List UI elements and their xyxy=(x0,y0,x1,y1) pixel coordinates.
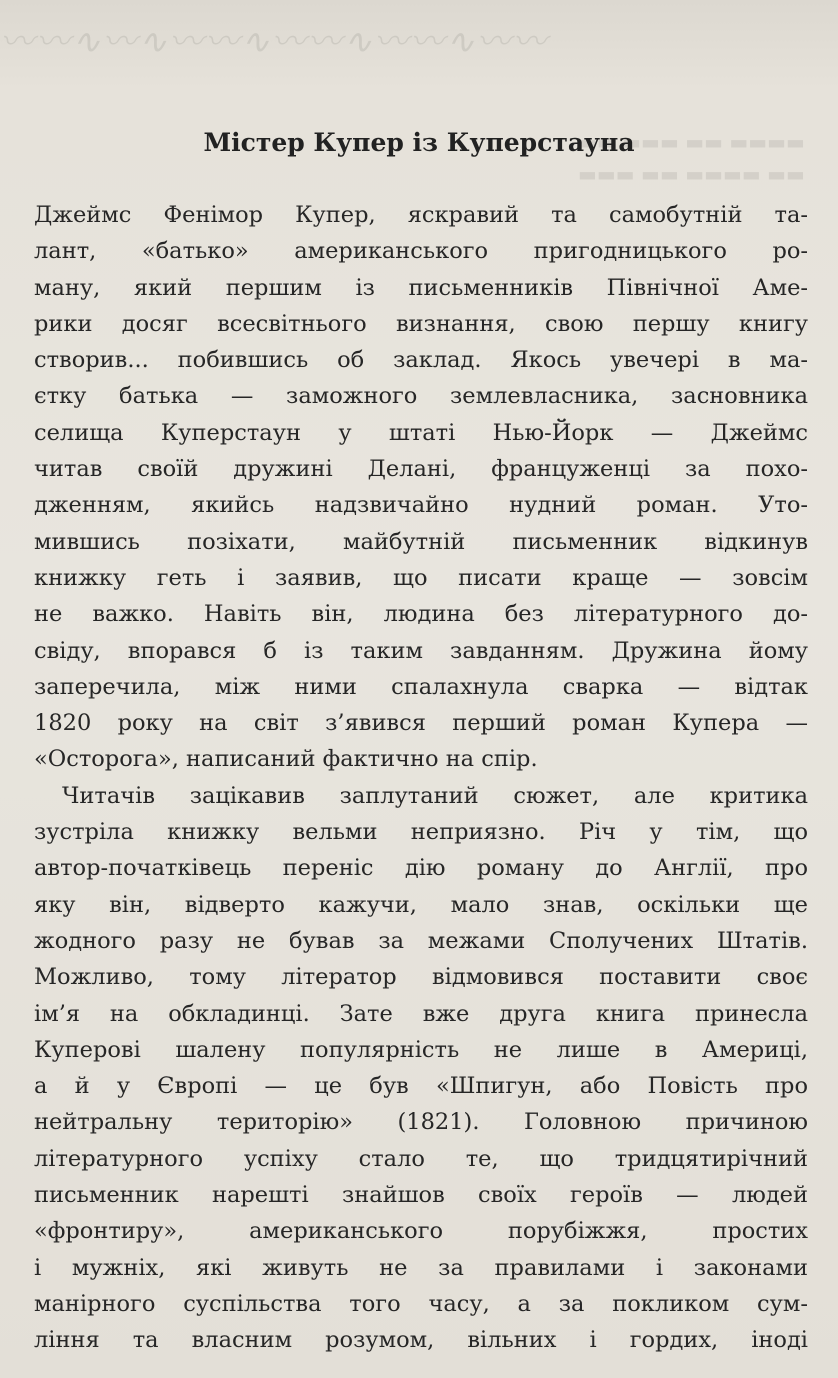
bleed-through-line: ▬▬▬ ▬▬ ▬▬▬▬ ▬▬ xyxy=(578,162,805,186)
text-line: а й у Європі — це був «Шпигун, або Повість про xyxy=(34,1073,808,1100)
text-line: жодного разу не бував за межами Сполучених Штатів. xyxy=(34,927,808,954)
text-line: книжку геть і заявив, що писати краще — зовсім xyxy=(34,564,808,591)
text-line: єтку батька — заможного землевласника, засновника xyxy=(34,383,808,410)
bleed-through-line: ▬▬ ▬▬▬ ▬▬ ▬▬▬▬ xyxy=(578,130,805,154)
text-line: «Осторога», написаний фактично на спір. xyxy=(34,746,538,773)
text-line: письменник нарешті знайшов своїх героїв — людей xyxy=(34,1182,808,1209)
text-line: мившись позіхати, майбутній письменник відкинув xyxy=(34,528,808,555)
text-line: дженням, якийсь надзвичайно нудний роман. Уто- xyxy=(34,492,808,519)
paragraph-2 xyxy=(34,778,808,1359)
bleed-through-scribble: 〰〰∿〰∿〰〰∿〰〰∿〰〰∿〰〰 xyxy=(0,22,549,62)
text-line: свіду, впорався б із таким завданням. Дружина йому xyxy=(34,637,808,664)
text-line: ману, який першим із письменників Північної Аме- xyxy=(34,274,808,301)
text-line: нейтральну територію» (1821). Головною причиною xyxy=(34,1109,808,1136)
text-line: заперечила, між ними спалахнула сварка — відтак xyxy=(34,673,808,700)
text-line: створив... побившись об заклад. Якось увечері в ма- xyxy=(34,347,808,374)
text-line: селища Куперстаун у штаті Нью-Йорк — Джеймс xyxy=(34,419,808,446)
text-line: Можливо, тому літератор відмовився поставити своє xyxy=(34,964,808,991)
text-line: літературного успіху стало те, що тридцятирічний xyxy=(34,1145,808,1172)
text-line: «фронтиру», американського порубіжжя, простих xyxy=(34,1218,808,1245)
text-line: ім’я на обкладинці. Зате вже друга книга принесла xyxy=(34,1000,808,1027)
body-text xyxy=(34,197,808,1359)
text-line: 1820 року на світ з’явився перший роман Купера — xyxy=(34,710,808,737)
text-line: автор-початківець переніс дію роману до Англії, про xyxy=(34,855,808,882)
text-line: Джеймс Фенімор Купер, яскравий та самобутній та- xyxy=(34,202,808,228)
page-title: Містер Купер із Куперстауна xyxy=(203,128,635,157)
bleed-through-artifact xyxy=(0,0,838,110)
paragraph-1 xyxy=(34,197,808,778)
text-line: читав своїй дружині Делані, француженці за похо- xyxy=(34,456,808,483)
text-line: ління та власним розумом, вільних і гордих, іноді xyxy=(34,1327,808,1354)
text-line: зустріла книжку вельми неприязно. Річ у тім, що xyxy=(34,819,808,846)
text-line: Читачів зацікавив заплутаний сюжет, але критика xyxy=(62,782,808,809)
text-line: манірного суспільства того часу, а за покликом сум- xyxy=(34,1290,808,1317)
text-line: яку він, відверто кажучи, мало знав, оскільки ще xyxy=(34,891,808,918)
text-line: і мужніх, які живуть не за правилами і законами xyxy=(34,1254,808,1281)
text-line: не важко. Навіть він, людина без літературного до- xyxy=(34,601,808,628)
text-line: рики досяг всесвітнього визнання, свою першу книгу xyxy=(34,310,808,337)
text-line: Куперові шалену популярність не лише в Америці, xyxy=(34,1036,808,1063)
text-line: лант, «батько» американського пригодницького ро- xyxy=(34,238,808,265)
